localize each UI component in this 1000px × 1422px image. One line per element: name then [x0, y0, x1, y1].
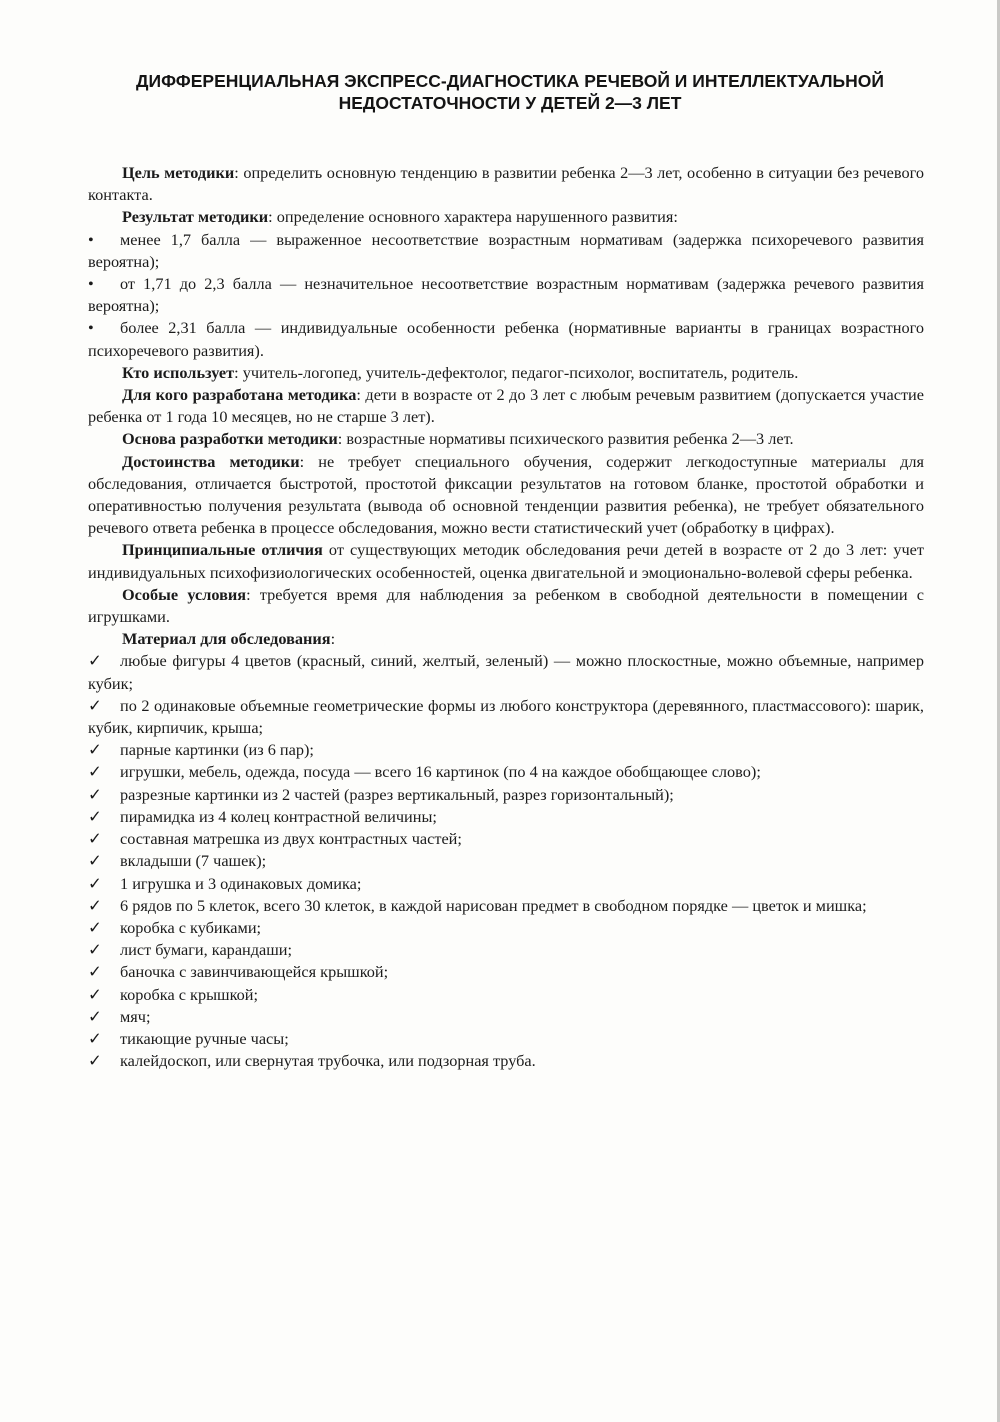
- goal-text: : определить основную тенденцию в развитии ребенка 2—3 лет, особенно в ситуации без речевого контакта.: [88, 163, 925, 205]
- checkmark-icon: ✓: [88, 784, 102, 804]
- list-item: ✓ разрезные картинки из 2 частей (разрез вертикальный, разрез горизонтальный);: [88, 784, 924, 806]
- differences-paragraph: [88, 539, 924, 583]
- goal-paragraph: [88, 162, 924, 206]
- differences-label: Принципиальные отличия: [122, 540, 323, 560]
- bullet-marker: •: [88, 229, 94, 249]
- checkmark-icon: ✓: [88, 651, 102, 671]
- result-paragraph: [88, 206, 924, 228]
- list-item: ✓ вкладыши (7 чашек);: [88, 850, 924, 872]
- list-item: ✓ по 2 одинаковые объемные геометрические формы из любого конструктора (деревянного, пластмассового): шарик, кубик, кирпичик, крыша;: [88, 695, 924, 738]
- for-whom-text: : дети в возрасте от 2 до 3 лет с любым речевым развитием (допускается участие ребенка от 1 года 10 месяцев, но не старше 3 лет).: [88, 385, 925, 427]
- list-item: • более 2,31 балла — индивидуальные особенности ребенка (нормативные варианты в границах возрастного психоречевого развития).: [88, 318, 924, 360]
- list-item: ✓ составная матрешка из двух контрастных частей;: [88, 828, 924, 850]
- basis-paragraph: [88, 428, 924, 450]
- materials-paragraph: [88, 628, 924, 650]
- list-item: ✓ игрушки, мебель, одежда, посуда — всего 16 картинок (по 4 на каждое обобщающее слово);: [88, 761, 924, 783]
- checkmark-icon: ✓: [88, 762, 102, 782]
- list-item: ✓ пирамидка из 4 колец контрастной величины;: [88, 806, 924, 828]
- checkmark-icon: ✓: [88, 873, 102, 893]
- list-item: ✓ любые фигуры 4 цветов (красный, синий, желтый, зеленый) — можно плоскостные, можно объемные, например кубик;: [88, 651, 924, 693]
- title-line-1: ДИФФЕРЕНЦИАЛЬНАЯ ЭКСПРЕСС-ДИАГНОСТИКА РЕЧЕВОЙ И ИНТЕЛЛЕКТУАЛЬНОЙ: [136, 71, 884, 91]
- checkmark-icon: ✓: [88, 1051, 102, 1071]
- list-item: ✓ баночка с завинчивающейся крышкой;: [88, 961, 924, 983]
- checkmark-icon: ✓: [88, 917, 102, 937]
- list-item: ✓ калейдоскоп, или свернутая трубочка, или подзорная труба.: [88, 1050, 924, 1072]
- basis-label: Основа разработки методики: [122, 429, 338, 449]
- advantages-label: Достоинства методики: [122, 451, 300, 471]
- materials-list: [88, 650, 924, 1072]
- list-item: ✓ коробка с крышкой;: [88, 984, 924, 1006]
- conditions-text: : требуется время для наблюдения за ребенком в свободной деятельности в помещении с игрушками.: [88, 584, 924, 627]
- list-item: ✓ тикающие ручные часы;: [88, 1028, 924, 1050]
- advantages-paragraph: [88, 451, 924, 540]
- materials-text: :: [330, 629, 336, 649]
- list-item: ✓ мяч;: [88, 1006, 924, 1028]
- list-item: ✓ 6 рядов по 5 клеток, всего 30 клеток, в каждой нарисован предмет в свободном порядке — цветок и мишка;: [88, 895, 924, 917]
- list-item: ✓ лист бумаги, карандаши;: [88, 939, 924, 961]
- basis-text: : возрастные нормативы психического развития ребенка 2—3 лет.: [337, 429, 794, 449]
- page-title: [110, 70, 910, 114]
- conditions-paragraph: [88, 584, 924, 628]
- checkmark-icon: ✓: [88, 1028, 102, 1048]
- checkmark-icon: ✓: [88, 851, 102, 871]
- list-item: • менее 1,7 балла — выраженное несоответствие возрастным нормативам (задержка психоречевого развития вероятна);: [88, 229, 924, 271]
- document-body: [88, 162, 924, 1072]
- list-item: ✓ 1 игрушка и 3 одинаковых домика;: [88, 873, 924, 895]
- bullet-marker: •: [88, 318, 94, 338]
- list-item: ✓ парные картинки (из 6 пар);: [88, 739, 924, 761]
- result-label: Результат методики: [122, 207, 269, 227]
- checkmark-icon: ✓: [88, 695, 102, 715]
- who-label: Кто использует: [122, 362, 235, 382]
- for-whom-label: Для кого разработана методика: [122, 385, 357, 405]
- bullet-marker: •: [88, 274, 94, 294]
- result-list: [88, 229, 924, 362]
- differences-text: от существующих методик обследования речи детей в возрасте от 2 до 3 лет: учет индивидуальных психофизиологических особенностей, оценка двигательной и эмоционально-волевой сферы ребенка.: [88, 540, 924, 582]
- checkmark-icon: ✓: [88, 984, 102, 1004]
- result-text: : определение основного характера нарушенного развития:: [268, 207, 678, 227]
- for-whom-paragraph: [88, 384, 924, 428]
- checkmark-icon: ✓: [88, 895, 102, 915]
- list-item: • от 1,71 до 2,3 балла — незначительное несоответствие возрастным нормативам (задержка речевого развития вероятна);: [88, 274, 924, 316]
- conditions-label: Особые условия: [122, 584, 247, 604]
- who-paragraph: [88, 362, 924, 384]
- advantages-text: : не требует специального обучения, содержит легкодоступные материалы для обследования, отличается быстротой, простотой фиксации результатов на готовом бланке, простотой обработки и оперативностью получения результата (вывода об основной тенденции развития ребенка), не требует обязательного речевого ответа ребенка в процессе обследования, можно вести статистический учет (обработку в цифрах).: [88, 451, 924, 538]
- checkmark-icon: ✓: [88, 1006, 102, 1026]
- list-item: ✓ коробка с кубиками;: [88, 917, 924, 939]
- checkmark-icon: ✓: [88, 962, 102, 982]
- checkmark-icon: ✓: [88, 829, 102, 849]
- materials-label: Материал для обследования: [122, 629, 331, 649]
- checkmark-icon: ✓: [88, 806, 102, 826]
- title-line-2: НЕДОСТАТОЧНОСТИ У ДЕТЕЙ 2—3 ЛЕТ: [338, 93, 682, 113]
- checkmark-icon: ✓: [88, 940, 102, 960]
- who-text: : учитель-логопед, учитель-дефектолог, педагог-психолог, воспитатель, родитель.: [234, 362, 799, 382]
- goal-label: Цель методики: [122, 163, 235, 182]
- checkmark-icon: ✓: [88, 740, 102, 760]
